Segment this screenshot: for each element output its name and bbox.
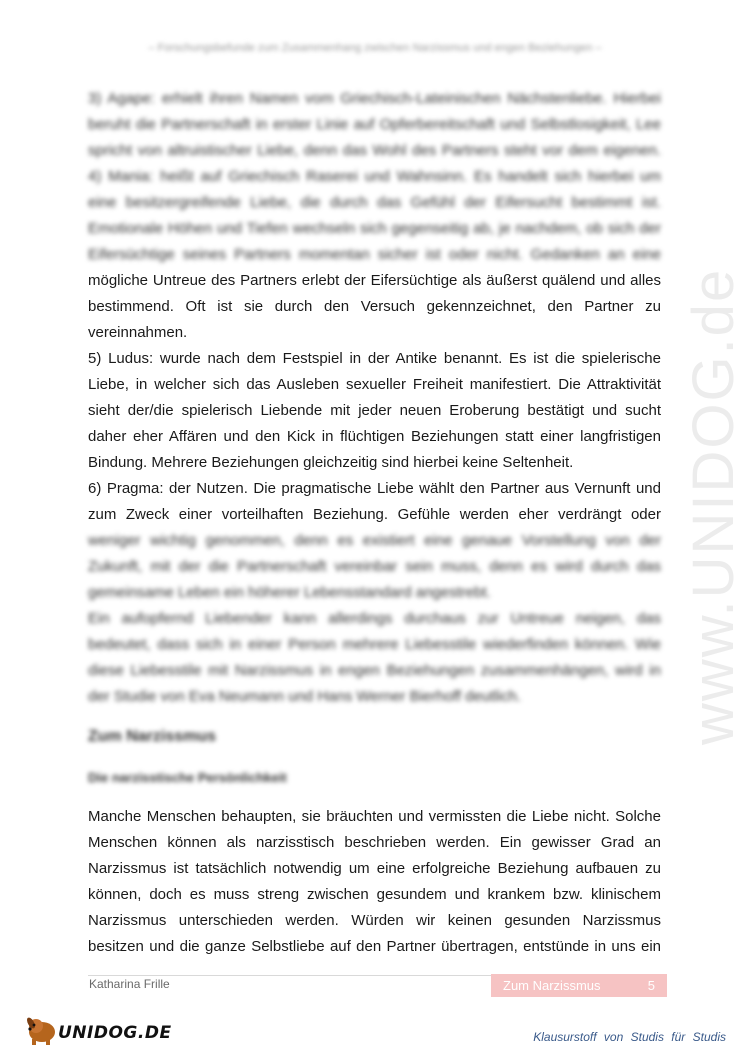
watermark: www.UNIDOG.de xyxy=(681,267,746,745)
text-line: Narzissmus ist tatsächlich notwendig um eine erfolgreiche Beziehung aufbauen zu xyxy=(88,860,661,877)
text-line: 6) Pragma: der Nutzen. Die pragmatische Liebe wählt den Partner aus Vernunft und xyxy=(88,480,661,497)
text-line: spricht von altruistischer Liebe, denn das Wohl des Partners steht vor dem eigenen. xyxy=(88,142,661,159)
text-line: Liebe, in welcher sich das Ausleben sexueller Freiheit manifestiert. Die Attraktivität xyxy=(88,376,661,393)
text-line: 3) Agape: erhielt ihren Namen vom Griechisch-Lateinischen Nächstenliebe. Hierbei xyxy=(88,90,661,107)
text-line: Bindung. Mehrere Beziehungen gleichzeitig sind hierbei keine Seltenheit. xyxy=(88,454,574,471)
text-line: diese Liebesstile mit Narzissmus in engen Beziehungen zusammenhängen, wird in xyxy=(88,662,661,679)
text-line: 5) Ludus: wurde nach dem Festspiel in der Antike benannt. Es ist die spielerische xyxy=(88,350,661,367)
text-line: Menschen können als narzisstisch beschrieben werden. Ein gewisser Grad an xyxy=(88,834,661,851)
logo-text: UNIDOG.DE xyxy=(58,1023,172,1043)
text-line: Emotionale Höhen und Tiefen wechseln sich gegenseitig ab, je nachdem, ob sich der xyxy=(88,220,661,237)
text-line: besitzen und die ganze Selbstliebe auf den Partner übertragen, entstünde in uns ein xyxy=(88,938,661,955)
text-line: 4) Mania: heißt auf Griechisch Raserei und Wahnsinn. Es handelt sich hierbei um xyxy=(88,168,661,185)
text-line: weniger wichtig genommen, denn es existiert eine genaue Vorstellung von der xyxy=(88,532,661,549)
text-line: Manche Menschen behaupten, sie bräuchten und vermissten die Liebe nicht. Solche xyxy=(88,808,661,825)
text-line: vereinnahmen. xyxy=(88,324,188,341)
section-heading: Zum Narzissmus xyxy=(88,728,217,745)
text-line: Ein aufopfernd Liebender kann allerdings durchaus zur Untreue neigen, das xyxy=(88,610,661,627)
text-line: können, doch es muss streng zwischen gesundem und krankem bzw. klinischem xyxy=(88,886,661,903)
blurred-paragraph-top xyxy=(88,86,661,268)
text-line: Narzissmus unterschieden werden. Würden wir keinen gesunden Narzissmus xyxy=(88,912,661,929)
clear-paragraph-bottom xyxy=(88,804,661,960)
text-line: Eifersüchtige seines Partners momentan sicher ist oder nicht. Gedanken an eine xyxy=(88,246,661,263)
text-line: bestimmend. Oft ist sie durch den Versuch gekennzeichnet, den Partner zu xyxy=(88,298,661,315)
text-line: daher eher Affären und den Kick in flüchtigen Beziehungen statt einer langfristigen xyxy=(88,428,661,445)
page-number: 5 xyxy=(647,978,655,993)
text-line: Zukunft, mit der die Partnerschaft vereinbar sein muss, denn es wird durch das xyxy=(88,558,661,575)
footer-tagline: Klausurstoff von Studis für Studis xyxy=(533,1030,726,1044)
text-line: mögliche Untreue des Partners erlebt der Eifersüchtige als äußerst quälend und alles xyxy=(88,272,661,289)
footer-section-label: Zum Narzissmus xyxy=(503,978,601,993)
text-line: beruht die Partnerschaft in erster Linie auf Opferbereitschaft und Selbstlosigkeit, Lee xyxy=(88,116,661,133)
footer-section-box xyxy=(491,974,667,997)
text-line: sieht der/die spielerisch Liebende mit jeder neuen Eroberung bestätigt und sucht xyxy=(88,402,661,419)
footer-author: Katharina Frille xyxy=(89,977,170,991)
text-line: gemeinsame Leben ein höherer Lebensstandard angestrebt. xyxy=(88,584,491,601)
subsection-heading: Die narzisstische Persönlichkeit xyxy=(88,770,287,785)
running-head: – Forschungsbefunde zum Zusammenhang zwischen Narzissmus und engen Beziehungen – xyxy=(148,42,602,54)
clear-paragraph-middle xyxy=(88,268,661,528)
text-line: zum Zweck einer vorteilhaften Beziehung. Gefühle werden eher verdrängt oder xyxy=(88,506,661,523)
text-line: bedeutet, dass sich in einer Person mehrere Liebesstile wiederfinden können. Wie xyxy=(88,636,661,653)
text-line: der Studie von Eva Neumann und Hans Werner Bierhoff deutlich. xyxy=(88,688,522,705)
text-line: eine besitzergreifende Liebe, die durch das Gefühl der Eifersucht bestimmt ist. xyxy=(88,194,661,211)
blurred-paragraph-bottom xyxy=(88,528,661,710)
